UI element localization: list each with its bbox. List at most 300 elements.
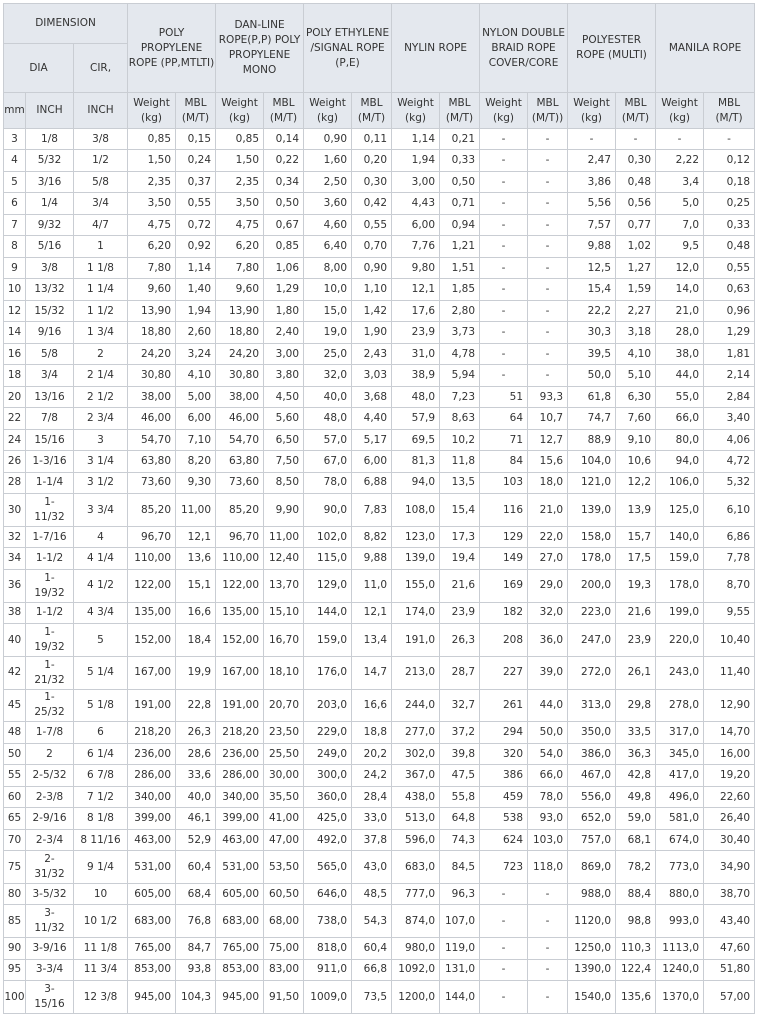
rope-type-header-danline: DAN-LINE ROPE(P,P) POLY PROPYLENE MONO — [216, 4, 304, 93]
cell-nylon-mbl: 131,0 — [440, 959, 480, 980]
cell-pe-weight: 3,60 — [304, 193, 352, 214]
cell-nylon-mbl: 0,50 — [440, 171, 480, 192]
cell-nylon-mbl: 0,21 — [440, 129, 480, 150]
cell-danline-mbl: 91,50 — [264, 981, 304, 1014]
cell-braid-mbl: 15,6 — [528, 451, 568, 472]
cell-pe-weight: 492,0 — [304, 829, 352, 850]
table-row — [4, 808, 755, 829]
cell-pe-mbl: 54,3 — [352, 905, 392, 938]
cell-pp-weight: 0,85 — [128, 129, 176, 150]
cell-danline-mbl: 23,50 — [264, 722, 304, 743]
cell-pp-mbl: 52,9 — [176, 829, 216, 850]
cell-polyester-weight: 9,88 — [568, 236, 616, 257]
cell-pe-weight: 0,90 — [304, 129, 352, 150]
cell-polyester-weight: 272,0 — [568, 656, 616, 689]
cell-dia-mm: 16 — [4, 343, 26, 364]
cell-nylon-mbl: 4,78 — [440, 343, 480, 364]
cell-pp-weight: 18,80 — [128, 322, 176, 343]
cell-dia-inch: 1-7/8 — [26, 722, 74, 743]
cell-braid-weight: 208 — [480, 624, 528, 657]
table-row — [4, 829, 755, 850]
cell-polyester-weight: 223,0 — [568, 602, 616, 623]
mbl-header: MBL (M/T) — [352, 93, 392, 129]
cell-dia-mm: 3 — [4, 129, 26, 150]
cell-danline-mbl: 11,00 — [264, 526, 304, 547]
cell-pp-weight: 96,70 — [128, 526, 176, 547]
cell-danline-mbl: 0,85 — [264, 236, 304, 257]
weight-header: Weight (kg) — [128, 93, 176, 129]
cell-polyester-weight: 3,86 — [568, 171, 616, 192]
cell-manila-mbl: 8,70 — [704, 569, 755, 602]
weight-header: Weight (kg) — [216, 93, 264, 129]
cell-pp-weight: 853,00 — [128, 959, 176, 980]
cell-braid-weight: - — [480, 171, 528, 192]
cell-manila-weight: 12,0 — [656, 257, 704, 278]
table-row — [4, 722, 755, 743]
cell-manila-weight: - — [656, 129, 704, 150]
cir-header: CIR, — [74, 44, 128, 93]
cell-dia-inch: 1- 11/32 — [26, 494, 74, 527]
cell-braid-mbl: 32,0 — [528, 602, 568, 623]
table-row — [4, 129, 755, 150]
cell-pp-mbl: 8,20 — [176, 451, 216, 472]
cell-pe-weight: 32,0 — [304, 365, 352, 386]
cell-cir-inch: 2 1/4 — [74, 365, 128, 386]
cell-pp-mbl: 0,37 — [176, 171, 216, 192]
cell-danline-mbl: 1,29 — [264, 279, 304, 300]
cell-braid-weight: 103 — [480, 472, 528, 493]
cell-cir-inch: 5 — [74, 624, 128, 657]
cell-pe-mbl: 14,7 — [352, 656, 392, 689]
table-row — [4, 150, 755, 171]
cell-dia-mm: 10 — [4, 279, 26, 300]
cell-pe-weight: 1009,0 — [304, 981, 352, 1014]
cell-dia-inch: 5/32 — [26, 150, 74, 171]
cell-danline-weight: 286,00 — [216, 765, 264, 786]
cell-manila-weight: 278,0 — [656, 689, 704, 722]
cell-nylon-weight: 1,94 — [392, 150, 440, 171]
cell-braid-mbl: 93,3 — [528, 386, 568, 407]
cell-nylon-weight: 980,0 — [392, 938, 440, 959]
cell-manila-mbl: 0,12 — [704, 150, 755, 171]
cell-cir-inch: 3 1/4 — [74, 451, 128, 472]
cell-nylon-weight: 174,0 — [392, 602, 440, 623]
cell-polyester-mbl: 122,4 — [616, 959, 656, 980]
cell-manila-mbl: 51,80 — [704, 959, 755, 980]
cell-dia-mm: 5 — [4, 171, 26, 192]
cell-pe-mbl: 0,55 — [352, 214, 392, 235]
cell-dia-inch: 9/16 — [26, 322, 74, 343]
cell-braid-mbl: - — [528, 322, 568, 343]
cell-braid-mbl: 36,0 — [528, 624, 568, 657]
cell-polyester-mbl: 5,10 — [616, 365, 656, 386]
cell-polyester-weight: 386,0 — [568, 743, 616, 764]
cell-danline-weight: 13,90 — [216, 300, 264, 321]
cell-nylon-mbl: 119,0 — [440, 938, 480, 959]
cell-nylon-mbl: 55,8 — [440, 786, 480, 807]
cell-pe-mbl: 8,82 — [352, 526, 392, 547]
cell-manila-mbl: 4,06 — [704, 429, 755, 450]
cell-braid-weight: - — [480, 214, 528, 235]
cell-pe-mbl: 33,0 — [352, 808, 392, 829]
cell-dia-mm: 45 — [4, 689, 26, 722]
table-row — [4, 257, 755, 278]
cell-pp-mbl: 5,00 — [176, 386, 216, 407]
cell-pe-mbl: 43,0 — [352, 851, 392, 884]
cell-polyester-weight: 178,0 — [568, 548, 616, 569]
cell-pp-weight: 9,60 — [128, 279, 176, 300]
cell-pp-mbl: 0,15 — [176, 129, 216, 150]
cell-pp-mbl: 6,00 — [176, 408, 216, 429]
cell-danline-mbl: 1,06 — [264, 257, 304, 278]
cell-pe-weight: 10,0 — [304, 279, 352, 300]
cell-braid-weight: 459 — [480, 786, 528, 807]
cell-braid-weight: 261 — [480, 689, 528, 722]
cell-braid-mbl: 27,0 — [528, 548, 568, 569]
cell-polyester-mbl: 98,8 — [616, 905, 656, 938]
mbl-header: MBL (M/T) — [704, 93, 755, 129]
cell-pe-weight: 25,0 — [304, 343, 352, 364]
table-row — [4, 193, 755, 214]
cell-braid-mbl: - — [528, 150, 568, 171]
cell-braid-mbl: 22,0 — [528, 526, 568, 547]
cell-pp-mbl: 13,6 — [176, 548, 216, 569]
weight-header: Weight (kg) — [480, 93, 528, 129]
cell-danline-mbl: 0,14 — [264, 129, 304, 150]
cell-dia-inch: 5/8 — [26, 343, 74, 364]
cell-nylon-mbl: 0,94 — [440, 214, 480, 235]
cell-pe-mbl: 1,10 — [352, 279, 392, 300]
cell-danline-mbl: 2,40 — [264, 322, 304, 343]
cell-danline-weight: 110,00 — [216, 548, 264, 569]
cell-danline-weight: 6,20 — [216, 236, 264, 257]
cell-pp-mbl: 1,40 — [176, 279, 216, 300]
cell-nylon-mbl: 17,3 — [440, 526, 480, 547]
cell-pe-mbl: 28,4 — [352, 786, 392, 807]
cell-danline-weight: 73,60 — [216, 472, 264, 493]
cell-braid-mbl: - — [528, 343, 568, 364]
cell-manila-mbl: - — [704, 129, 755, 150]
cell-nylon-weight: 123,0 — [392, 526, 440, 547]
cell-manila-mbl: 0,18 — [704, 171, 755, 192]
cell-pp-mbl: 84,7 — [176, 938, 216, 959]
cell-polyester-weight: 74,7 — [568, 408, 616, 429]
cell-pe-mbl: 18,8 — [352, 722, 392, 743]
cell-danline-mbl: 41,00 — [264, 808, 304, 829]
dia-header: DIA — [4, 44, 74, 93]
cell-pp-weight: 463,00 — [128, 829, 176, 850]
cell-braid-weight: 64 — [480, 408, 528, 429]
cell-pe-weight: 203,0 — [304, 689, 352, 722]
cell-manila-weight: 106,0 — [656, 472, 704, 493]
cell-braid-weight: - — [480, 129, 528, 150]
cell-dia-mm: 70 — [4, 829, 26, 850]
cell-pe-weight: 90,0 — [304, 494, 352, 527]
cell-polyester-weight: 5,56 — [568, 193, 616, 214]
dimension-header: DIMENSION — [4, 4, 128, 44]
cell-danline-weight: 122,00 — [216, 569, 264, 602]
cell-danline-mbl: 3,80 — [264, 365, 304, 386]
cell-dia-inch: 3/8 — [26, 257, 74, 278]
cell-braid-mbl: - — [528, 171, 568, 192]
cell-polyester-weight: 1120,0 — [568, 905, 616, 938]
cell-manila-weight: 66,0 — [656, 408, 704, 429]
table-row — [4, 322, 755, 343]
cell-pp-weight: 63,80 — [128, 451, 176, 472]
cell-pp-mbl: 9,30 — [176, 472, 216, 493]
cell-braid-mbl: 78,0 — [528, 786, 568, 807]
cell-manila-mbl: 11,40 — [704, 656, 755, 689]
cell-polyester-mbl: 78,2 — [616, 851, 656, 884]
cell-dia-mm: 28 — [4, 472, 26, 493]
cell-pe-weight: 48,0 — [304, 408, 352, 429]
cell-manila-mbl: 57,00 — [704, 981, 755, 1014]
cell-nylon-weight: 94,0 — [392, 472, 440, 493]
cell-dia-mm: 90 — [4, 938, 26, 959]
cell-braid-weight: 227 — [480, 656, 528, 689]
cell-pp-weight: 4,75 — [128, 214, 176, 235]
cell-polyester-mbl: 0,77 — [616, 214, 656, 235]
cell-cir-inch: 3/4 — [74, 193, 128, 214]
cell-braid-weight: 51 — [480, 386, 528, 407]
cell-pp-mbl: 12,1 — [176, 526, 216, 547]
cell-pe-weight: 425,0 — [304, 808, 352, 829]
cell-manila-weight: 28,0 — [656, 322, 704, 343]
cell-pe-weight: 646,0 — [304, 884, 352, 905]
cell-pe-weight: 8,00 — [304, 257, 352, 278]
cell-pe-mbl: 5,17 — [352, 429, 392, 450]
cell-pp-mbl: 15,1 — [176, 569, 216, 602]
cell-danline-weight: 531,00 — [216, 851, 264, 884]
cell-dia-inch: 3/16 — [26, 171, 74, 192]
cell-braid-mbl: - — [528, 959, 568, 980]
cell-polyester-mbl: 59,0 — [616, 808, 656, 829]
cell-danline-mbl: 9,90 — [264, 494, 304, 527]
cell-dia-inch: 7/8 — [26, 408, 74, 429]
cell-braid-weight: - — [480, 257, 528, 278]
cell-dia-mm: 95 — [4, 959, 26, 980]
cell-manila-mbl: 38,70 — [704, 884, 755, 905]
cell-braid-mbl: 18,0 — [528, 472, 568, 493]
rope-type-header-polyester: POLYESTER ROPE (MULTI) — [568, 4, 656, 93]
cell-manila-weight: 3,4 — [656, 171, 704, 192]
table-row — [4, 429, 755, 450]
cell-dia-inch: 3-3/4 — [26, 959, 74, 980]
cell-pe-weight: 115,0 — [304, 548, 352, 569]
cell-danline-weight: 340,00 — [216, 786, 264, 807]
cell-manila-mbl: 22,60 — [704, 786, 755, 807]
cell-danline-weight: 4,75 — [216, 214, 264, 235]
cell-dia-inch: 1- 21/32 — [26, 656, 74, 689]
cell-cir-inch: 3 3/4 — [74, 494, 128, 527]
cell-polyester-weight: 556,0 — [568, 786, 616, 807]
cell-danline-mbl: 68,00 — [264, 905, 304, 938]
cell-polyester-mbl: 2,27 — [616, 300, 656, 321]
cell-dia-inch: 2-3/8 — [26, 786, 74, 807]
cell-pe-mbl: 0,30 — [352, 171, 392, 192]
table-row — [4, 300, 755, 321]
cell-pp-weight: 54,70 — [128, 429, 176, 450]
cell-dia-mm: 65 — [4, 808, 26, 829]
cell-pp-weight: 13,90 — [128, 300, 176, 321]
cell-manila-mbl: 0,33 — [704, 214, 755, 235]
cell-nylon-weight: 48,0 — [392, 386, 440, 407]
cell-manila-mbl: 10,40 — [704, 624, 755, 657]
cell-danline-mbl: 16,70 — [264, 624, 304, 657]
cell-danline-weight: 24,20 — [216, 343, 264, 364]
cell-manila-weight: 496,0 — [656, 786, 704, 807]
cell-pp-mbl: 26,3 — [176, 722, 216, 743]
cell-nylon-weight: 777,0 — [392, 884, 440, 905]
cell-pe-mbl: 1,90 — [352, 322, 392, 343]
cell-nylon-weight: 57,9 — [392, 408, 440, 429]
table-row — [4, 386, 755, 407]
cell-polyester-weight: 869,0 — [568, 851, 616, 884]
cell-pp-mbl: 2,60 — [176, 322, 216, 343]
weight-header: Weight (kg) — [656, 93, 704, 129]
cell-pe-weight: 40,0 — [304, 386, 352, 407]
cell-nylon-weight: 874,0 — [392, 905, 440, 938]
cell-pp-weight: 191,00 — [128, 689, 176, 722]
cell-danline-mbl: 60,50 — [264, 884, 304, 905]
cell-dia-inch: 1-3/16 — [26, 451, 74, 472]
cell-dia-mm: 30 — [4, 494, 26, 527]
cell-pp-weight: 1,50 — [128, 150, 176, 171]
cell-pp-mbl: 40,0 — [176, 786, 216, 807]
cell-pe-weight: 565,0 — [304, 851, 352, 884]
cell-dia-mm: 26 — [4, 451, 26, 472]
cell-danline-weight: 7,80 — [216, 257, 264, 278]
cell-braid-mbl: 50,0 — [528, 722, 568, 743]
cell-nylon-weight: 139,0 — [392, 548, 440, 569]
cell-braid-mbl: 39,0 — [528, 656, 568, 689]
cell-braid-mbl: 21,0 — [528, 494, 568, 527]
cell-pe-mbl: 60,4 — [352, 938, 392, 959]
cell-polyester-mbl: 33,5 — [616, 722, 656, 743]
cell-pp-weight: 236,00 — [128, 743, 176, 764]
cell-manila-weight: 581,0 — [656, 808, 704, 829]
cell-cir-inch: 1 3/4 — [74, 322, 128, 343]
cell-danline-weight: 167,00 — [216, 656, 264, 689]
cell-polyester-weight: 15,4 — [568, 279, 616, 300]
cell-nylon-mbl: 10,2 — [440, 429, 480, 450]
cell-polyester-weight: 2,47 — [568, 150, 616, 171]
cell-dia-inch: 13/32 — [26, 279, 74, 300]
cell-danline-mbl: 3,00 — [264, 343, 304, 364]
cell-manila-mbl: 2,14 — [704, 365, 755, 386]
cell-dia-mm: 85 — [4, 905, 26, 938]
cell-nylon-mbl: 32,7 — [440, 689, 480, 722]
cell-pp-mbl: 19,9 — [176, 656, 216, 689]
cell-polyester-mbl: 1,27 — [616, 257, 656, 278]
cell-danline-mbl: 1,80 — [264, 300, 304, 321]
cell-dia-mm: 50 — [4, 743, 26, 764]
table-row — [4, 569, 755, 602]
cell-braid-weight: 84 — [480, 451, 528, 472]
cell-nylon-weight: 213,0 — [392, 656, 440, 689]
cell-braid-weight: 149 — [480, 548, 528, 569]
cell-nylon-mbl: 13,5 — [440, 472, 480, 493]
cell-cir-inch: 2 3/4 — [74, 408, 128, 429]
cell-pe-mbl: 0,42 — [352, 193, 392, 214]
cell-pp-weight: 605,00 — [128, 884, 176, 905]
cell-dia-mm: 75 — [4, 851, 26, 884]
cell-danline-mbl: 7,50 — [264, 451, 304, 472]
cell-danline-mbl: 13,70 — [264, 569, 304, 602]
cell-braid-weight: - — [480, 343, 528, 364]
cell-manila-weight: 140,0 — [656, 526, 704, 547]
cell-cir-inch: 11 1/8 — [74, 938, 128, 959]
cell-pp-weight: 531,00 — [128, 851, 176, 884]
cell-danline-weight: 463,00 — [216, 829, 264, 850]
cell-manila-weight: 1370,0 — [656, 981, 704, 1014]
cell-pe-weight: 911,0 — [304, 959, 352, 980]
cell-manila-mbl: 7,78 — [704, 548, 755, 569]
cell-dia-mm: 60 — [4, 786, 26, 807]
cell-dia-mm: 42 — [4, 656, 26, 689]
cell-polyester-weight: 30,3 — [568, 322, 616, 343]
cell-polyester-mbl: 0,30 — [616, 150, 656, 171]
cell-polyester-mbl: 36,3 — [616, 743, 656, 764]
cell-nylon-mbl: 1,21 — [440, 236, 480, 257]
cell-danline-mbl: 47,00 — [264, 829, 304, 850]
cell-polyester-mbl: 42,8 — [616, 765, 656, 786]
cell-pp-weight: 683,00 — [128, 905, 176, 938]
cell-braid-mbl: 66,0 — [528, 765, 568, 786]
cell-dia-inch: 1-7/16 — [26, 526, 74, 547]
cell-manila-weight: 21,0 — [656, 300, 704, 321]
cell-cir-inch: 4 1/2 — [74, 569, 128, 602]
cell-danline-weight: 85,20 — [216, 494, 264, 527]
cell-dia-inch: 1- 19/32 — [26, 624, 74, 657]
cell-nylon-weight: 244,0 — [392, 689, 440, 722]
cell-pe-mbl: 3,68 — [352, 386, 392, 407]
cell-dia-inch: 3- 15/16 — [26, 981, 74, 1014]
rope-type-header-pe: POLY ETHYLENE /SIGNAL ROPE (P,E) — [304, 4, 392, 93]
cell-nylon-weight: 438,0 — [392, 786, 440, 807]
cell-danline-weight: 945,00 — [216, 981, 264, 1014]
cell-manila-weight: 80,0 — [656, 429, 704, 450]
cell-nylon-mbl: 26,3 — [440, 624, 480, 657]
cell-pe-weight: 102,0 — [304, 526, 352, 547]
cell-danline-mbl: 83,00 — [264, 959, 304, 980]
cell-pe-mbl: 2,43 — [352, 343, 392, 364]
cell-cir-inch: 6 1/4 — [74, 743, 128, 764]
cell-manila-weight: 1240,0 — [656, 959, 704, 980]
cell-pp-mbl: 28,6 — [176, 743, 216, 764]
cell-dia-inch: 1/8 — [26, 129, 74, 150]
cell-pp-mbl: 68,4 — [176, 884, 216, 905]
cell-pp-mbl: 22,8 — [176, 689, 216, 722]
cell-dia-mm: 14 — [4, 322, 26, 343]
cell-nylon-mbl: 3,73 — [440, 322, 480, 343]
cell-braid-weight: 71 — [480, 429, 528, 450]
cell-polyester-mbl: 19,3 — [616, 569, 656, 602]
cell-polyester-mbl: 9,10 — [616, 429, 656, 450]
cell-pp-weight: 122,00 — [128, 569, 176, 602]
cell-polyester-mbl: 21,6 — [616, 602, 656, 623]
cell-cir-inch: 1 1/4 — [74, 279, 128, 300]
cell-nylon-mbl: 74,3 — [440, 829, 480, 850]
cell-manila-mbl: 3,40 — [704, 408, 755, 429]
cell-manila-weight: 2,22 — [656, 150, 704, 171]
cell-danline-mbl: 20,70 — [264, 689, 304, 722]
cell-pp-weight: 110,00 — [128, 548, 176, 569]
cell-manila-mbl: 1,29 — [704, 322, 755, 343]
cell-braid-mbl: - — [528, 279, 568, 300]
cell-pe-mbl: 11,0 — [352, 569, 392, 602]
cell-cir-inch: 1/2 — [74, 150, 128, 171]
